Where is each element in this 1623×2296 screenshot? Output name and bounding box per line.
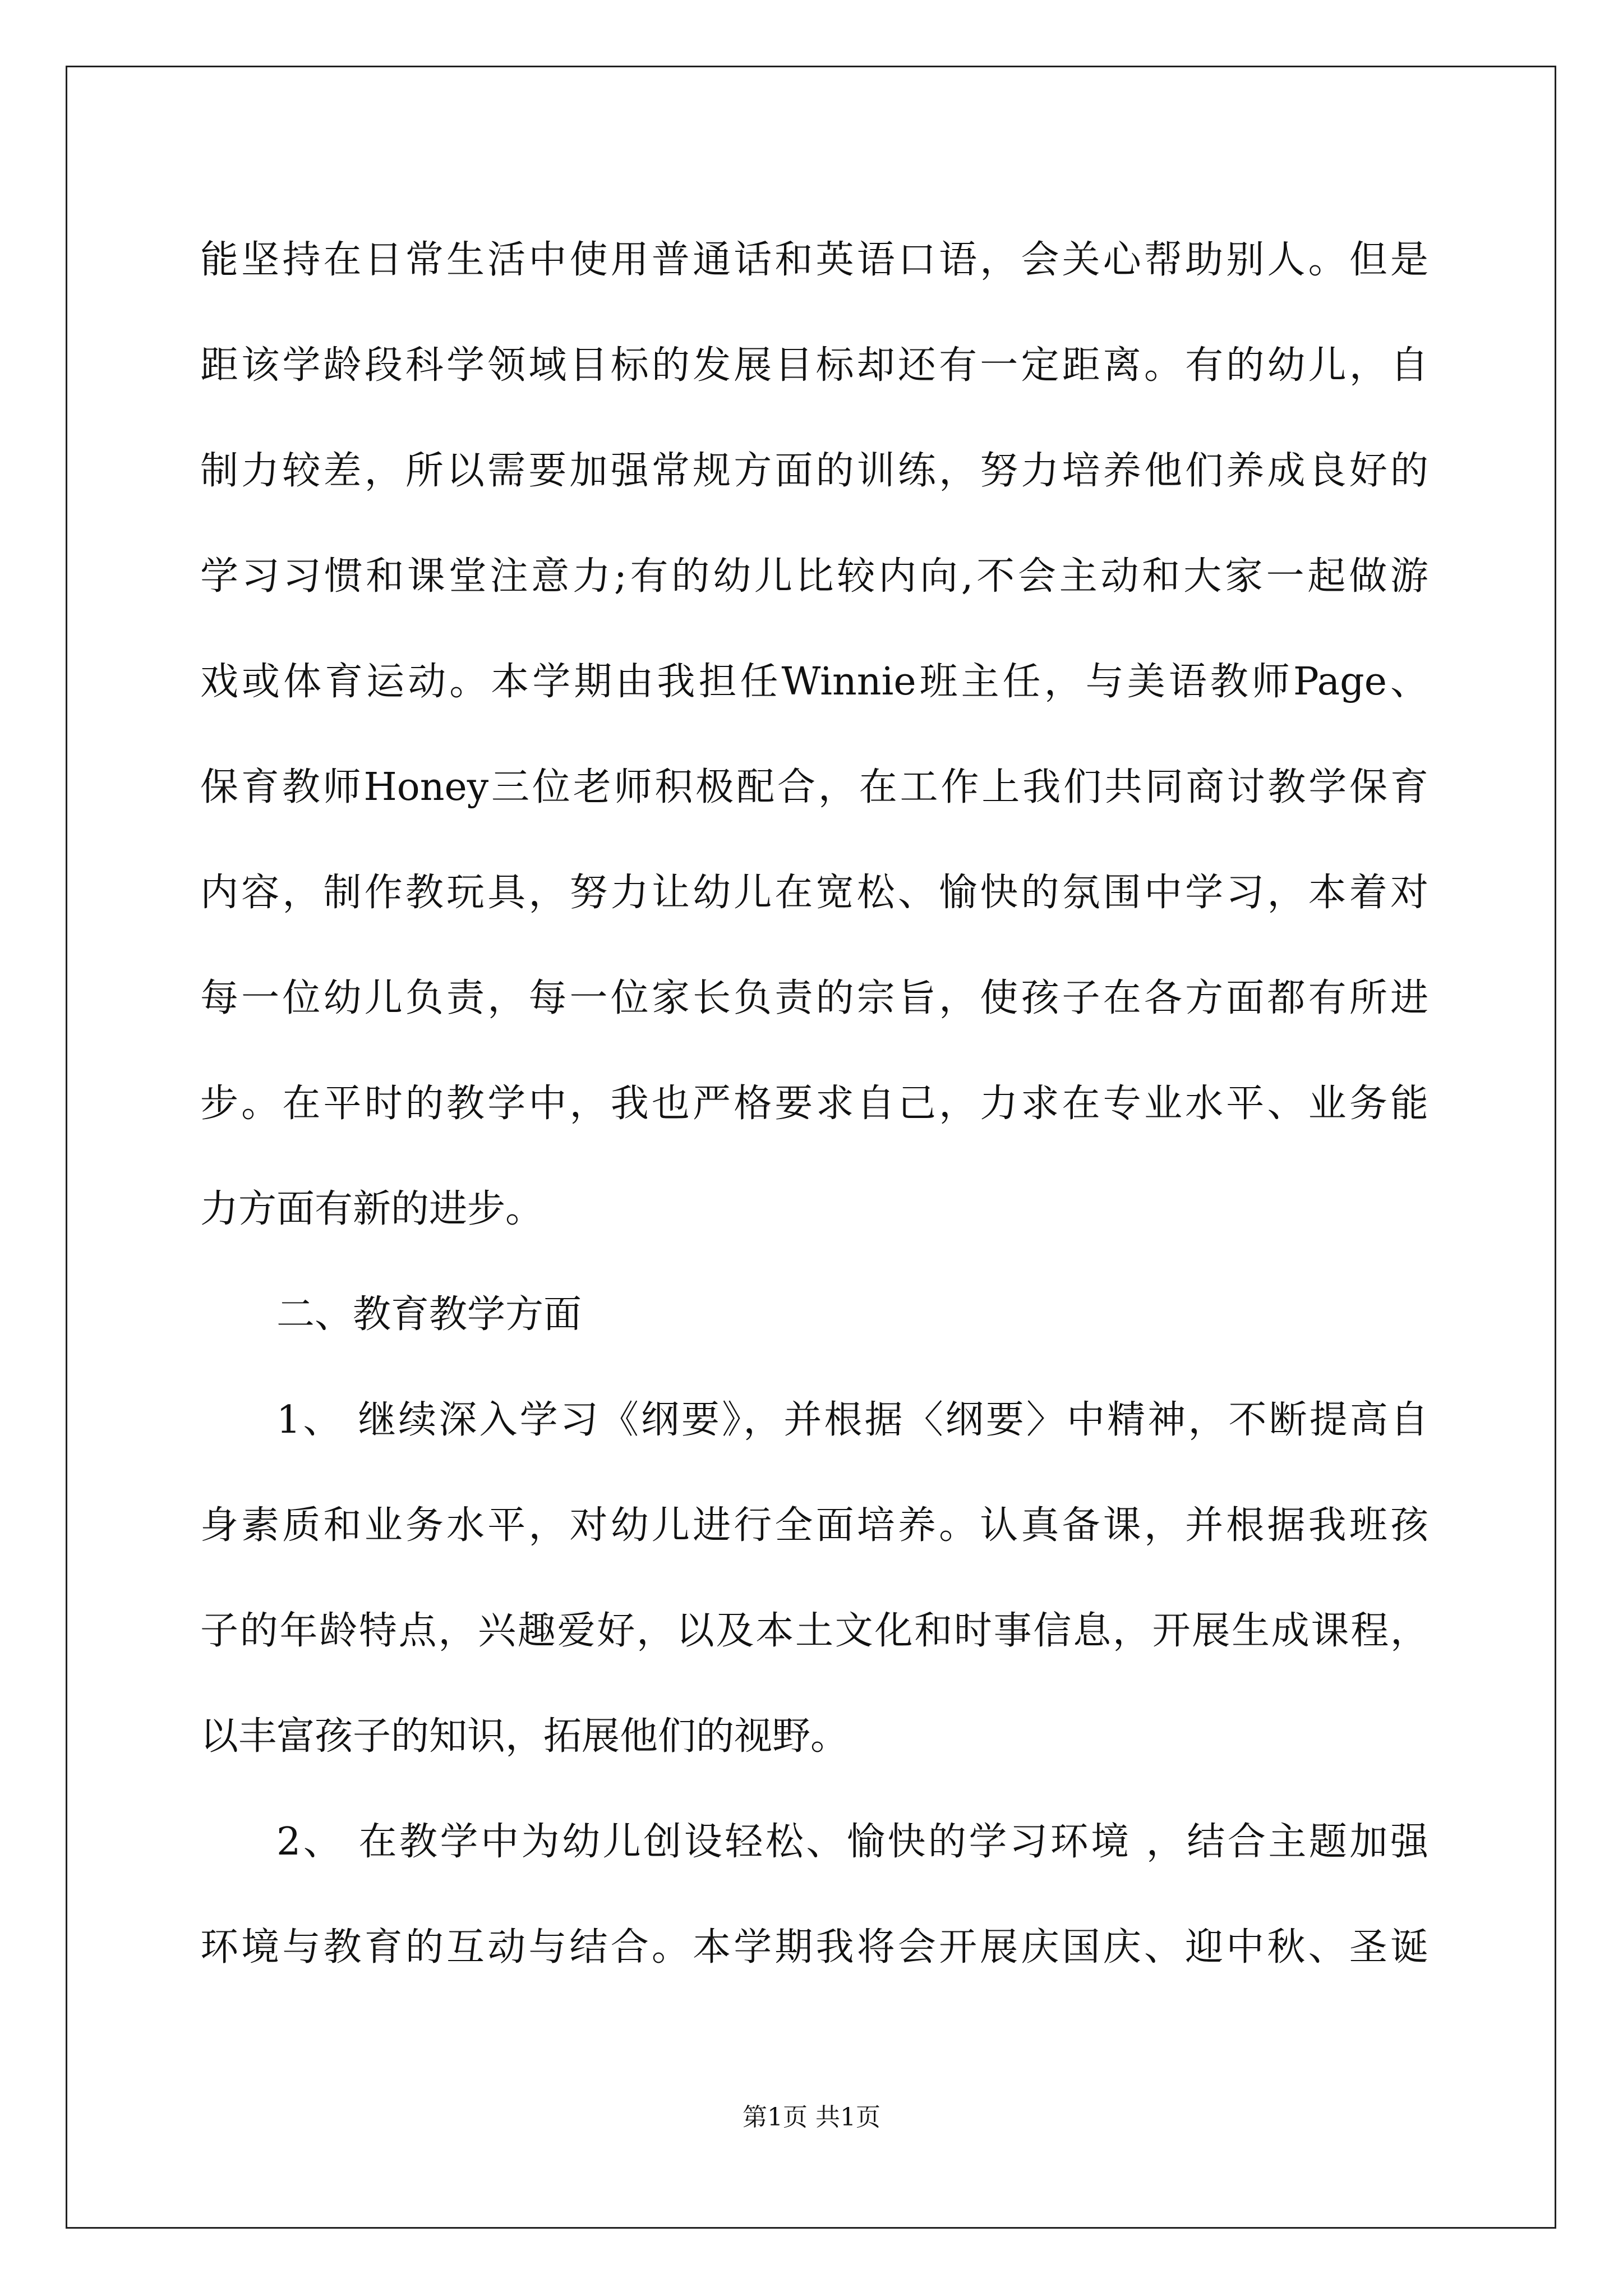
body-line: 子的年龄特点，兴趣爱好，以及本土文化和时事信息，开展生成课程，: [200, 1609, 1428, 1653]
body-line: 距该学龄段科学领域目标的发展目标却还有一定距离。有的幼儿，自: [200, 343, 1428, 388]
body-line: 制力较差，所以需要加强常规方面的训练，努力培养他们养成良好的: [200, 449, 1428, 493]
body-line: 每一位幼儿负责，每一位家长负责的宗旨，使孩子在各方面都有所进: [200, 976, 1428, 1020]
body-line: 以丰富孩子的知识，拓展他们的视野。: [200, 1714, 849, 1759]
body-line: 环境与教育的互动与结合。本学期我将会开展庆国庆、迎中秋、圣诞: [200, 1925, 1428, 1970]
body-line: 步。在平时的教学中，我也严格要求自己，力求在专业水平、业务能: [200, 1082, 1428, 1126]
body-line: 内容，制作教玩具，努力让幼儿在宽松、愉快的氛围中学习，本着对: [200, 871, 1428, 915]
body-line: 力方面有新的进步。: [200, 1187, 544, 1231]
body-line: 能坚持在日常生活中使用普通话和英语口语，会关心帮助别人。但是: [200, 238, 1428, 282]
page-footer: 第1页 共1页: [743, 2103, 880, 2132]
list-item-1-line: 1、 继续深入学习《纲要》，并根据〈纲要〉中精神，不断提高自: [276, 1398, 1428, 1442]
section-heading: 二、教育教学方面: [276, 1292, 582, 1337]
body-line: 身素质和业务水平，对幼儿进行全面培养。认真备课，并根据我班孩: [200, 1503, 1428, 1548]
document-body: [200, 208, 1428, 2000]
body-line: 学习习惯和课堂注意力;有的幼儿比较内向,不会主动和大家一起做游: [200, 554, 1428, 599]
list-item-2-line: 2、 在教学中为幼儿创设轻松、愉快的学习环境 ，结合主题加强: [276, 1820, 1428, 1864]
body-line: 保育教师Honey三位老师积极配合，在工作上我们共同商讨教学保育: [200, 765, 1428, 809]
body-line: 戏或体育运动。本学期由我担任Winnie班主任，与美语教师Page、: [200, 660, 1428, 704]
